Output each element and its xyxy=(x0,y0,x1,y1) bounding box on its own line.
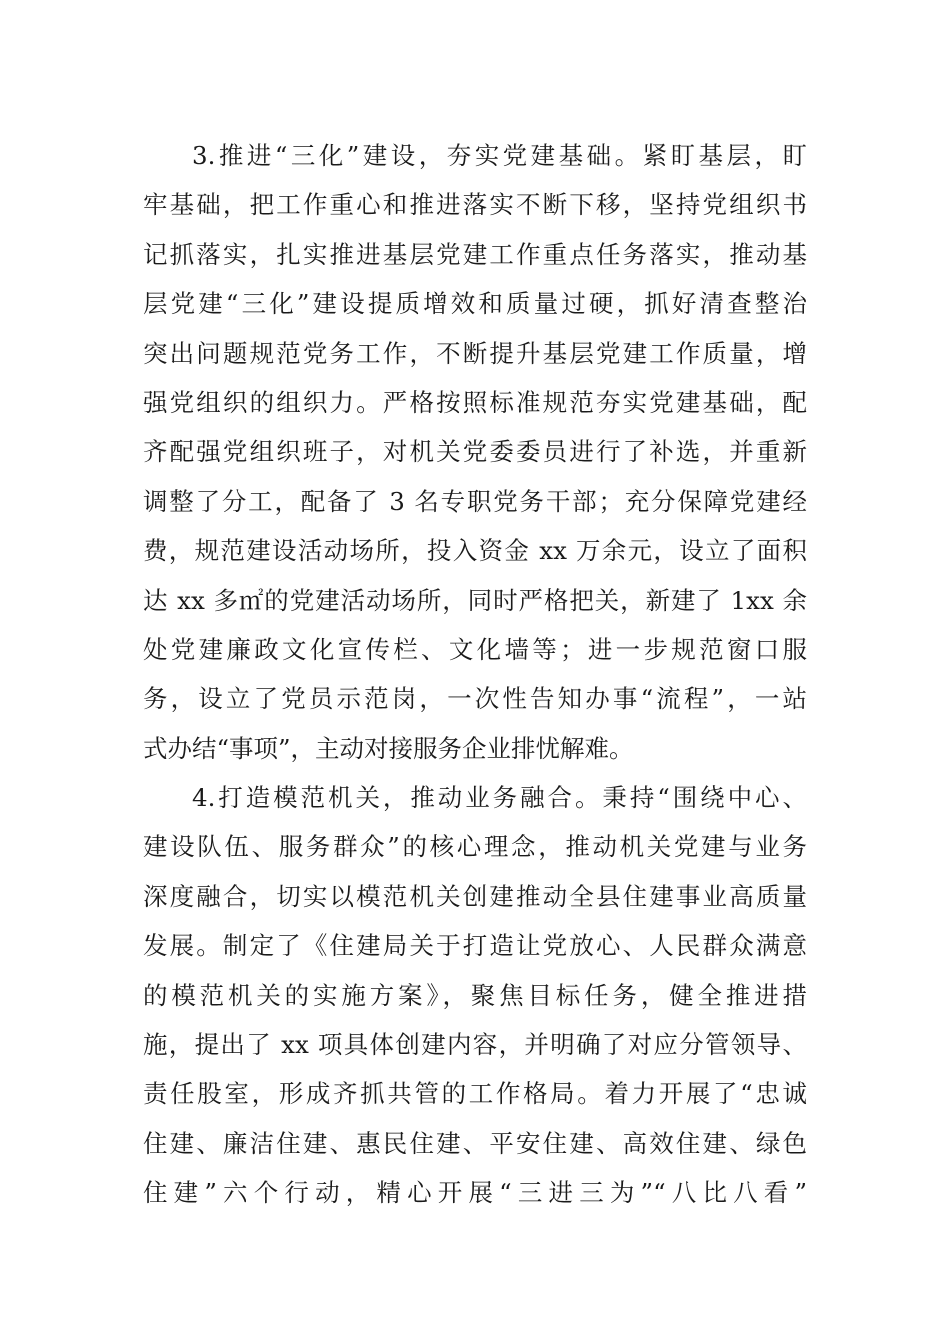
paragraph-line: 式办结“事项”，主动对接服务企业排忧解难。 xyxy=(143,733,634,763)
paragraph-line: 记抓落实，扎实推进基层党建工作重点任务落实，推动基 xyxy=(143,239,807,269)
paragraph-line: 住建、廉洁住建、惠民住建、平安住建、高效住建、绿色 xyxy=(143,1128,807,1158)
paragraph-line: 费，规范建设活动场所，投入资金 xx 万余元，设立了面积 xyxy=(143,536,807,566)
paragraph-line: 发展。制定了《住建局关于打造让党放心、人民群众满意 xyxy=(143,931,807,961)
paragraph-line: 3.推进“三化”建设，夯实党建基础。紧盯基层，盯 xyxy=(192,141,807,170)
paragraph-line: 牢基础，把工作重心和推进落实不断下移，坚持党组织书 xyxy=(143,190,807,220)
paragraph-line: 务，设立了党员示范岗，一次性告知办事“流程”，一站 xyxy=(143,684,807,714)
paragraph-4 xyxy=(143,773,807,1218)
paragraph-line: 突出问题规范党务工作，不断提升基层党建工作质量，增 xyxy=(143,338,807,368)
paragraph-line: 强党组织的组织力。严格按照标准规范夯实党建基础，配 xyxy=(143,387,807,417)
paragraph-line: 调整了分工，配备了 3 名专职党务干部；充分保障党建经 xyxy=(143,486,807,516)
paragraph-line: 住建”六个行动，精心开展“三进三为”“八比八看” xyxy=(143,1178,807,1208)
paragraph-line: 施，提出了 xx 项具体创建内容，并明确了对应分管领导、 xyxy=(143,1030,807,1060)
document-body xyxy=(143,131,807,1218)
paragraph-line: 责任股室，形成齐抓共管的工作格局。着力开展了“忠诚 xyxy=(143,1079,807,1109)
paragraph-line: 处党建廉政文化宣传栏、文化墙等；进一步规范窗口服 xyxy=(143,634,807,664)
paragraph-line: 建设队伍、服务群众”的核心理念，推动机关党建与业务 xyxy=(143,832,807,862)
paragraph-line: 达 xx 多㎡的党建活动场所，同时严格把关，新建了 1xx 余 xyxy=(143,585,807,615)
paragraph-line: 4.打造模范机关，推动业务融合。秉持“围绕中心、 xyxy=(192,783,807,813)
paragraph-line: 层党建“三化”建设提质增效和质量过硬，抓好清查整治 xyxy=(143,289,807,319)
paragraph-line: 齐配强党组织班子，对机关党委委员进行了补选，并重新 xyxy=(143,437,807,467)
paragraph-line: 深度融合，切实以模范机关创建推动全县住建事业高质量 xyxy=(143,881,807,911)
paragraph-3 xyxy=(143,131,807,773)
paragraph-line: 的模范机关的实施方案》，聚焦目标任务，健全推进措 xyxy=(143,980,807,1010)
